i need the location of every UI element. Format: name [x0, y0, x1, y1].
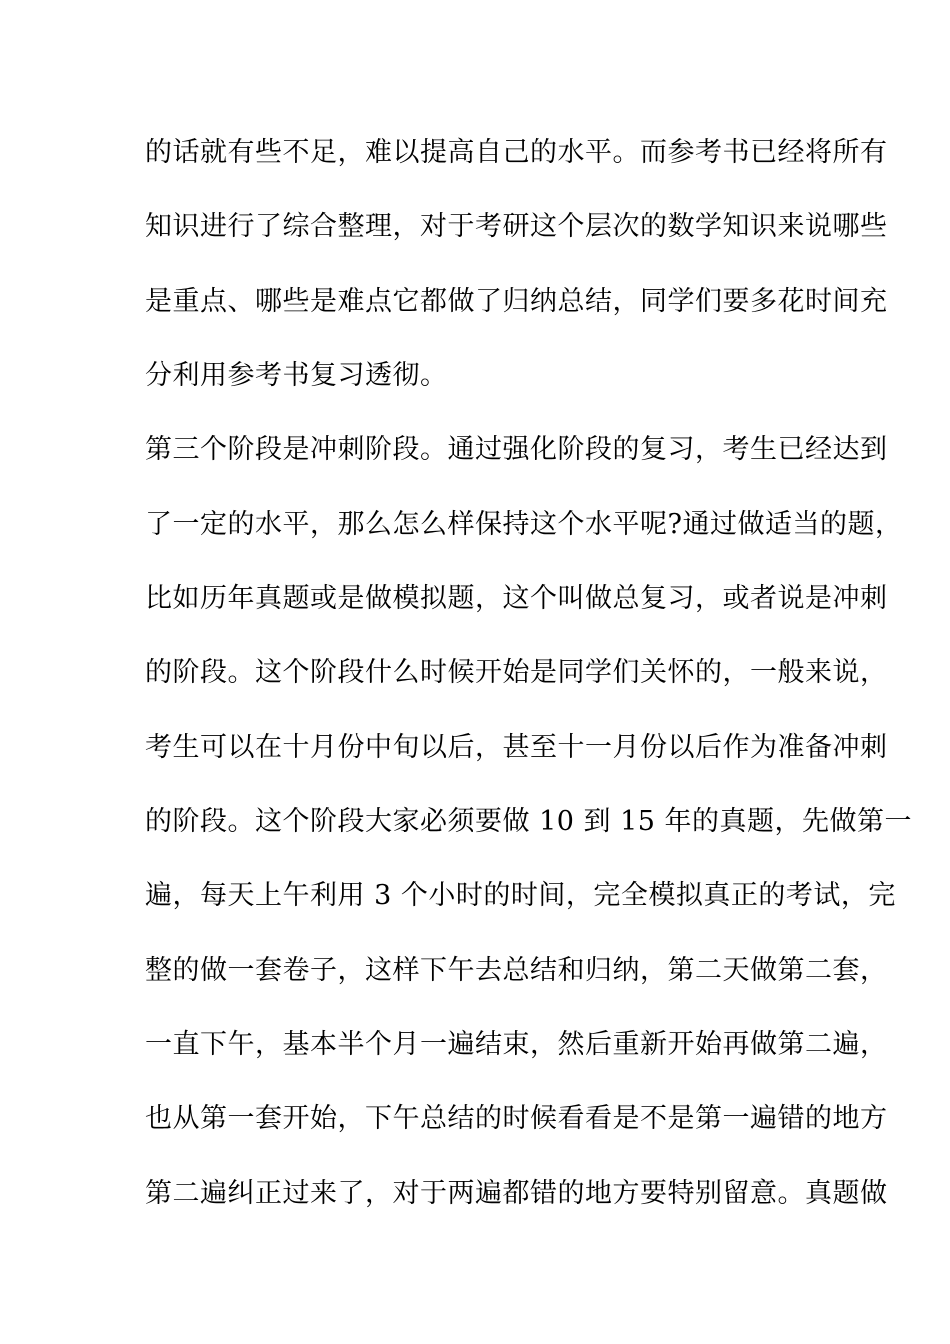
text-line: 分利用参考书复习透彻。: [145, 360, 448, 391]
text-line: 了一定的水平，那么怎么样保持这个水平呢?通过做适当的题，: [145, 509, 903, 540]
text-line: 第二遍纠正过来了，对于两遍都错的地方要特别留意。真题做: [145, 1178, 888, 1209]
text-line: 的话就有些不足，难以提高自己的水平。而参考书已经将所有: [145, 137, 888, 168]
text-line: 也从第一套开始，下午总结的时候看看是不是第一遍错的地方: [145, 1103, 888, 1134]
text-line: 考生可以在十月份中旬以后，甚至十一月份以后作为准备冲刺: [145, 732, 888, 763]
text-line: 遍，每天上午利用 3 个小时的时间，完全模拟真正的考试，完: [145, 880, 896, 911]
text-line: 整的做一套卷子，这样下午去总结和归纳，第二天做第二套，: [145, 955, 888, 986]
text-line: 的阶段。这个阶段大家必须要做 10 到 15 年的真题，先做第一: [145, 806, 913, 837]
text-line: 比如历年真题或是做模拟题，这个叫做总复习，或者说是冲刺: [145, 583, 888, 614]
text-line: 知识进行了综合整理，对于考研这个层次的数学知识来说哪些: [145, 211, 888, 242]
text-line: 的阶段。这个阶段什么时候开始是同学们关怀的，一般来说，: [145, 657, 888, 688]
text-line: 一直下午，基本半个月一遍结束，然后重新开始再做第二遍，: [145, 1029, 888, 1060]
text-line: 第三个阶段是冲刺阶段。通过强化阶段的复习，考生已经达到: [145, 434, 888, 465]
text-line: 是重点、哪些是难点它都做了归纳总结，同学们要多花时间充: [145, 286, 888, 317]
